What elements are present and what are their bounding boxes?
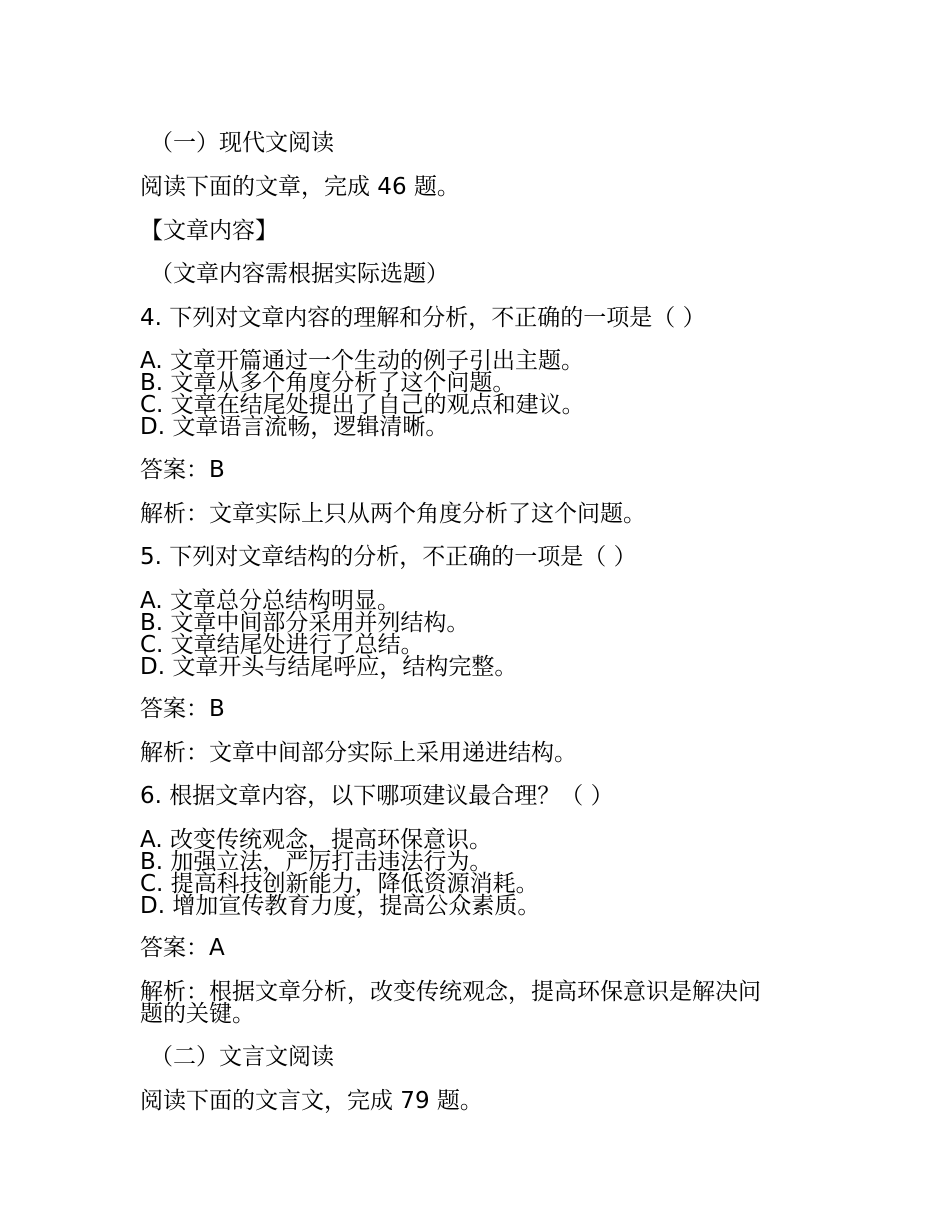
section2-instruction: 阅读下面的文言文，完成 79 题。 bbox=[140, 1088, 483, 1114]
q4-option-a: A. 文章开篇通过一个生动的例子引出主题。 bbox=[140, 348, 584, 374]
q5-stem: 5. 下列对文章结构的分析，不正确的一项是（ ） bbox=[140, 544, 637, 570]
q5-analysis: 解析：文章中间部分实际上采用递进结构。 bbox=[140, 740, 577, 766]
section1-instruction: 阅读下面的文章，完成 46 题。 bbox=[140, 174, 460, 200]
q5-option-a: A. 文章总分总结构明显。 bbox=[140, 588, 400, 614]
q6-answer: 答案：A bbox=[140, 935, 225, 961]
q6-option-b: B. 加强立法，严厉打击违法行为。 bbox=[140, 849, 493, 875]
q4-option-c: C. 文章在结尾处提出了自己的观点和建议。 bbox=[140, 392, 585, 418]
q5-option-b: B. 文章中间部分采用并列结构。 bbox=[140, 610, 470, 636]
q4-answer: 答案：B bbox=[140, 457, 225, 483]
q5-option-c: C. 文章结尾处进行了总结。 bbox=[140, 632, 424, 658]
article-note: （文章内容需根据实际选题） bbox=[150, 261, 449, 287]
q4-option-b: B. 文章从多个角度分析了这个问题。 bbox=[140, 370, 516, 396]
q5-answer: 答案：B bbox=[140, 696, 225, 722]
q6-option-d: D. 增加宣传教育力度，提高公众素质。 bbox=[140, 893, 541, 919]
q6-option-a: A. 改变传统观念，提高环保意识。 bbox=[140, 827, 492, 853]
article-title: 【文章内容】 bbox=[140, 218, 278, 244]
q6-analysis-line1: 解析：根据文章分析，改变传统观念，提高环保意识是解决问 bbox=[140, 979, 761, 1005]
section2-heading: （二）文言文阅读 bbox=[150, 1044, 334, 1070]
q6-analysis-line2: 题的关键。 bbox=[140, 1001, 255, 1027]
q4-option-d: D. 文章语言流畅，逻辑清晰。 bbox=[140, 414, 449, 440]
q5-option-d: D. 文章开头与结尾呼应，结构完整。 bbox=[140, 654, 518, 680]
q6-stem: 6. 根据文章内容，以下哪项建议最合理？（ ） bbox=[140, 783, 614, 809]
q4-stem: 4. 下列对文章内容的理解和分析，不正确的一项是（ ） bbox=[140, 305, 706, 331]
q6-option-c: C. 提高科技创新能力，降低资源消耗。 bbox=[140, 871, 539, 897]
section1-heading: （一）现代文阅读 bbox=[150, 130, 334, 156]
q4-analysis: 解析：文章实际上只从两个角度分析了这个问题。 bbox=[140, 501, 646, 527]
